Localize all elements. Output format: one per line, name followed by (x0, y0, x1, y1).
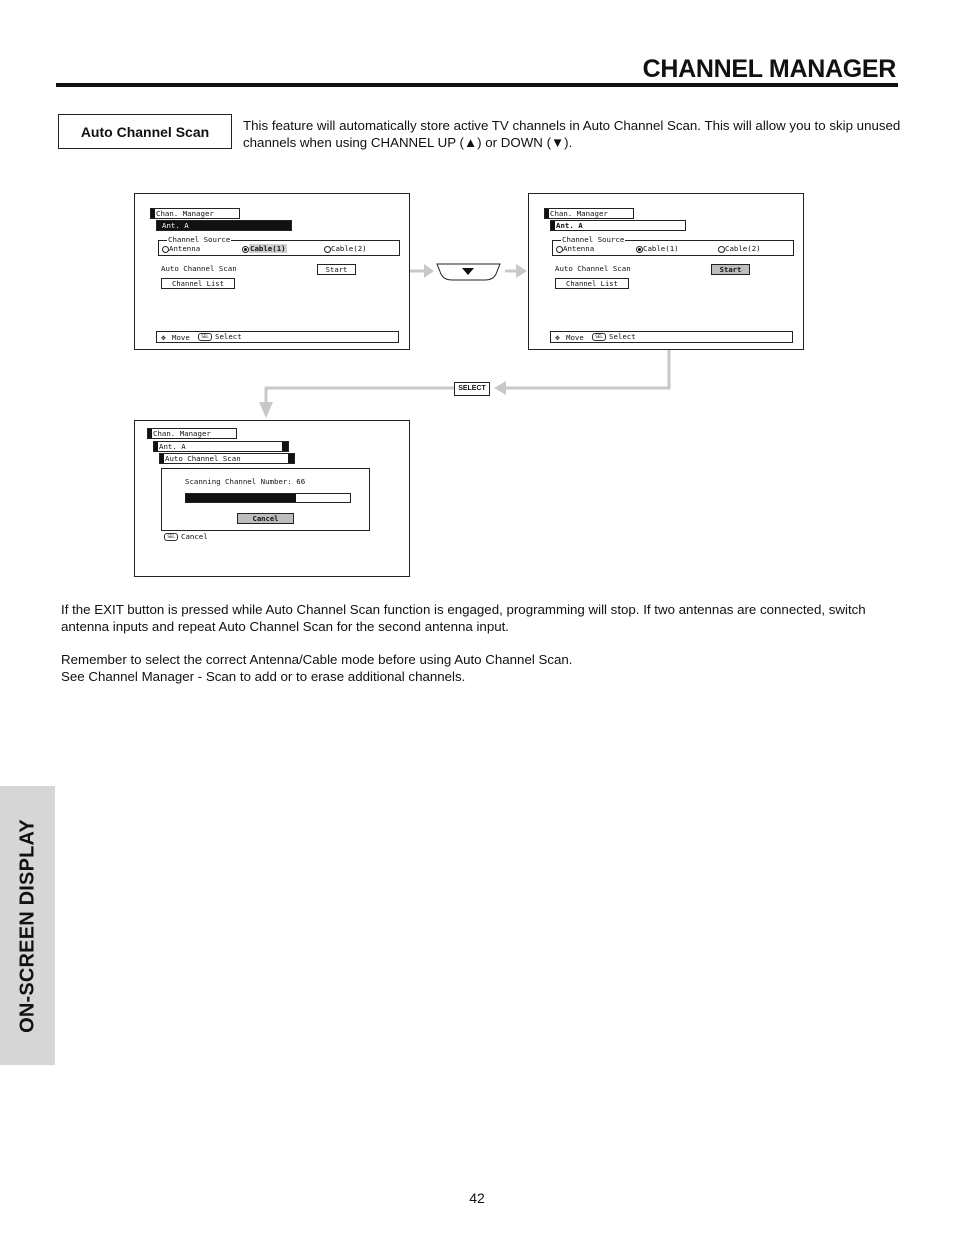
mode-note: Remember to select the correct Antenna/Cable mode before using Auto Channel Scan. (61, 652, 573, 667)
menu-footer (550, 331, 793, 343)
select-button-label: SELECT (454, 382, 490, 396)
scan-reference-note: See Channel Manager - Scan to add or to erase additional channels. (61, 669, 466, 684)
scan-progress-fill (186, 494, 296, 502)
option-cable1: Cable(1) (250, 244, 286, 253)
radio-cable1[interactable] (242, 246, 249, 253)
page-number: 42 (469, 1190, 485, 1206)
antenna-bar[interactable]: Ant. A (550, 220, 686, 231)
sel-icon: SEL (592, 333, 606, 341)
antenna-bar[interactable]: Ant. A (156, 220, 292, 231)
scan-progress-screen (134, 420, 410, 577)
menu-screen-start-highlighted (528, 193, 804, 350)
menu-title-bar: Chan. Manager (544, 208, 634, 219)
sel-icon: SEL (164, 533, 178, 541)
cancel-button[interactable]: Cancel (237, 513, 294, 524)
radio-antenna[interactable] (162, 246, 169, 253)
start-button[interactable]: Start (317, 264, 356, 275)
menu-screen-initial (134, 193, 410, 350)
channel-list-button[interactable]: Channel List (555, 278, 629, 289)
footer-cancel: Cancel (181, 532, 208, 541)
menu-footer (156, 331, 399, 343)
channel-list-button[interactable]: Channel List (161, 278, 235, 289)
auto-channel-scan-label: Auto Channel Scan (161, 264, 237, 273)
scan-progress-bar (185, 493, 351, 503)
option-cable2: Cable(2) (725, 244, 761, 253)
page-title: CHANNEL MANAGER (642, 55, 896, 83)
section-tab (0, 786, 55, 1065)
move-icon: ✥ (555, 333, 560, 342)
scan-status: Scanning Channel Number: 66 (185, 477, 306, 486)
channel-source-label: Channel Source (562, 235, 625, 244)
channel-source-group (158, 235, 400, 256)
option-cable1: Cable(1) (643, 244, 679, 253)
move-icon: ✥ (161, 333, 166, 342)
start-button[interactable]: Start (711, 264, 750, 275)
antenna-bar: Ant. A (153, 441, 289, 452)
radio-cable2[interactable] (324, 246, 331, 253)
channel-source-group (552, 235, 794, 256)
channel-source-label: Channel Source (168, 235, 231, 244)
scan-dialog (161, 468, 370, 531)
footer-move: Move (172, 333, 190, 342)
footer-select: Select (609, 332, 636, 341)
feature-description: This feature will automatically store active TV channels in Auto Channel Scan. This will allow you to skip unused channels when using CHANNEL UP (▲) or DOWN (▼). (243, 118, 901, 150)
option-antenna: Antenna (563, 244, 595, 253)
auto-channel-scan-label: Auto Channel Scan (555, 264, 631, 273)
menu-title-bar: Chan. Manager (147, 428, 237, 439)
menu-title-bar: Chan. Manager (150, 208, 240, 219)
radio-cable1[interactable] (636, 246, 643, 253)
exit-note: If the EXIT button is pressed while Auto Channel Scan function is engaged, programming will stop. If two antennas are connected, switch antenna inputs and repeat Auto Channel Scan for the second antenna input. (61, 602, 866, 634)
sel-icon: SEL (198, 333, 212, 341)
feature-label: Auto Channel Scan (80, 123, 210, 140)
option-antenna: Antenna (169, 244, 201, 253)
footer-move: Move (566, 333, 584, 342)
section-tab-label: ON-SCREEN DISPLAY (16, 818, 38, 1033)
option-cable2: Cable(2) (331, 244, 367, 253)
submenu-bar: Auto Channel Scan (159, 453, 295, 464)
radio-cable2[interactable] (718, 246, 725, 253)
footer-select: Select (215, 332, 242, 341)
radio-antenna[interactable] (556, 246, 563, 253)
